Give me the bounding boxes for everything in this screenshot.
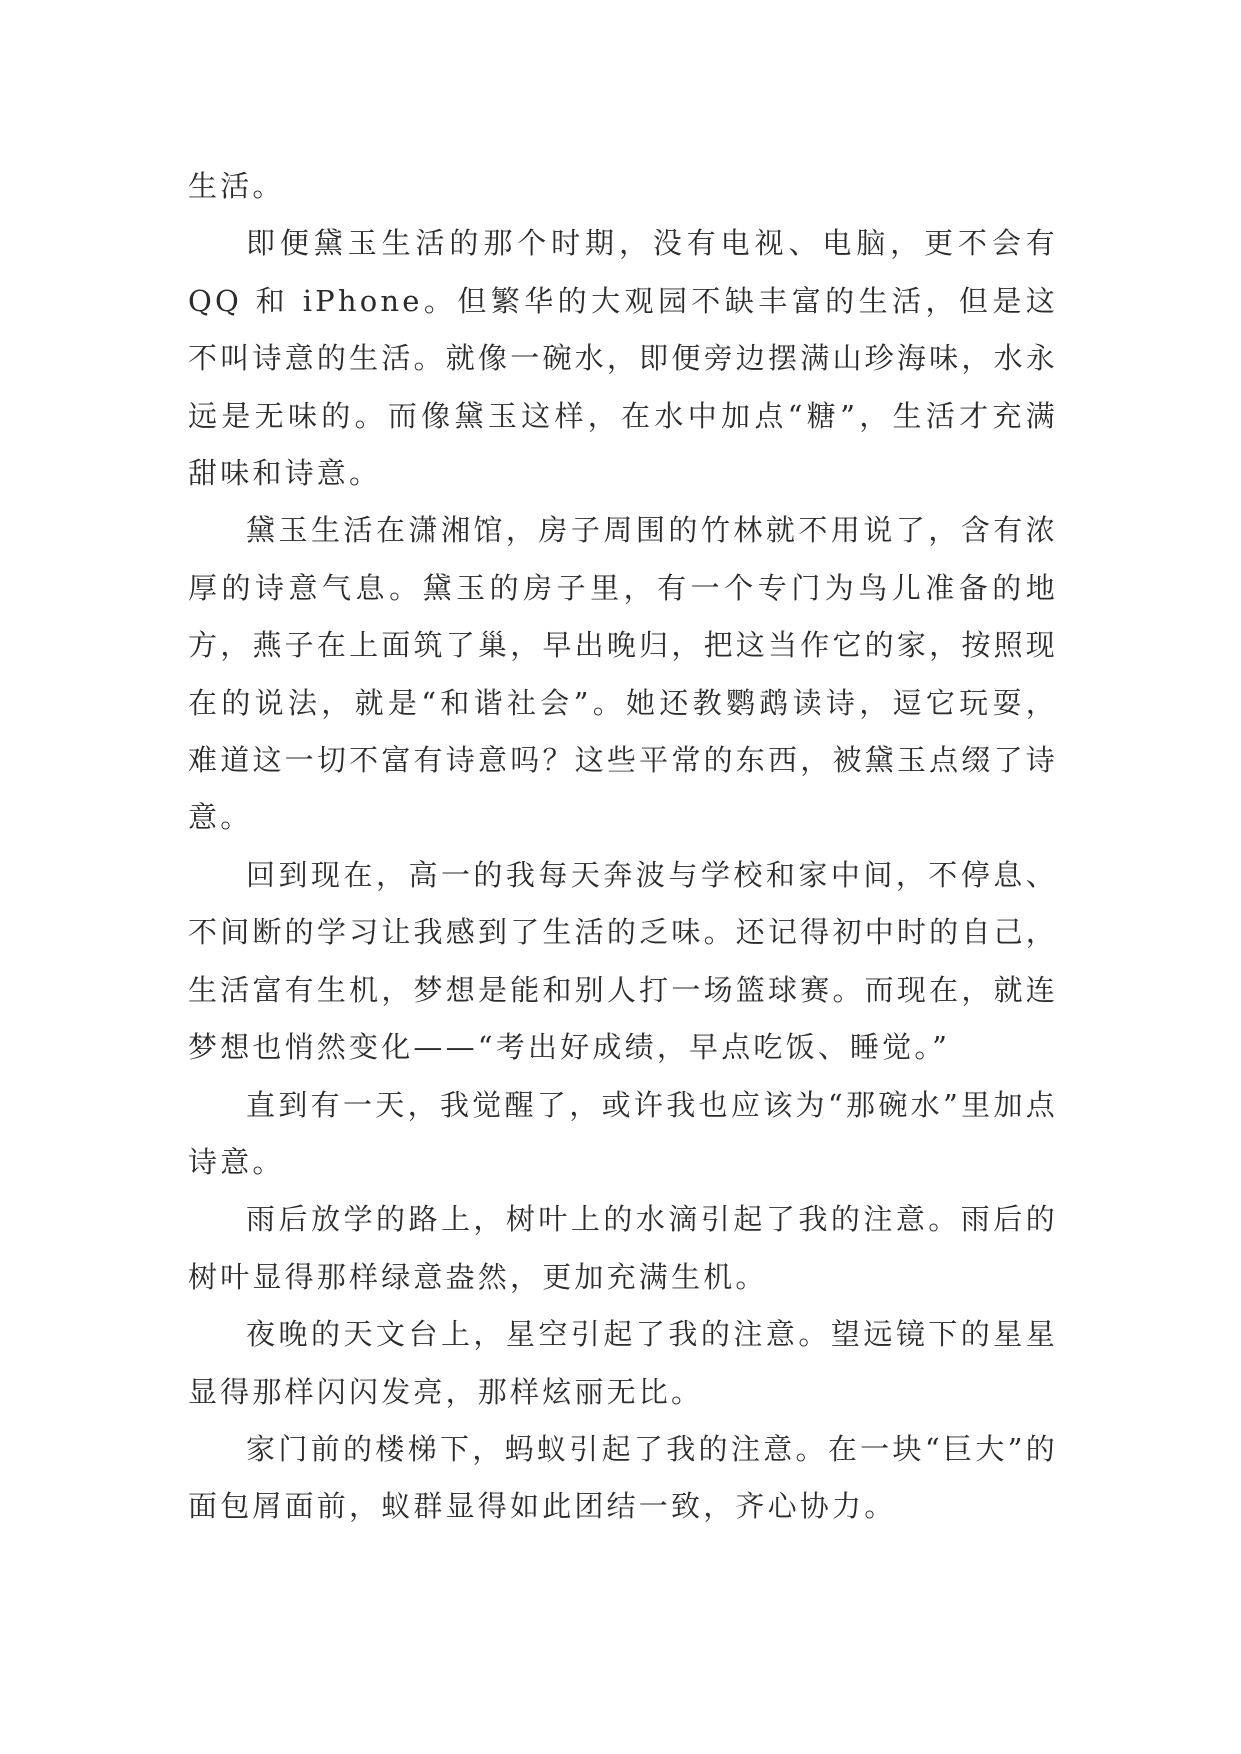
paragraph: 夜晚的天文台上，星空引起了我的注意。望远镜下的星星显得那样闪闪发亮，那样炫丽无比。 xyxy=(188,1317,1058,1409)
paragraph: 雨后放学的路上，树叶上的水滴引起了我的注意。雨后的树叶显得那样绿意盎然，更加充满生机。 xyxy=(188,1202,1058,1294)
paragraph-continuation: 生活。 xyxy=(188,169,285,203)
document-body xyxy=(188,158,1058,1536)
paragraph: 家门前的楼梯下，蚂蚁引起了我的注意。在一块“巨大”的面包屑面前，蚁群显得如此团结一致，齐心协力。 xyxy=(188,1431,1058,1524)
paragraph: 即便黛玉生活的那个时期，没有电视、电脑，更不会有QQ 和 iPhone。但繁华的大观园不缺丰富的生活，但是这不叫诗意的生活。就像一碗水，即便旁边摆满山珍海味，水永远是无味的。而像黛玉这样，在水中加点“糖”，生活才充满甜味和诗意。 xyxy=(188,226,1058,491)
paragraph: 黛玉生活在潇湘馆，房子周围的竹林就不用说了，含有浓厚的诗意气息。黛玉的房子里，有一个专门为鸟儿准备的地方，燕子在上面筑了巢，早出晚归，把这当作它的家，按照现在的说法，就是“和谐社会”。她还教鹦鹉读诗，逗它玩耍，难道这一切不富有诗意吗？这些平常的东西，被黛玉点缀了诗意。 xyxy=(188,513,1058,835)
paragraph: 直到有一天，我觉醒了，或许我也应该为“那碗水”里加点诗意。 xyxy=(188,1087,1058,1179)
paragraph: 回到现在，高一的我每天奔波与学校和家中间，不停息、不间断的学习让我感到了生活的乏味。还记得初中时的自己，生活富有生机，梦想是能和别人打一场篮球赛。而现在，就连梦想也悄然变化——“考出好成绩，早点吃饭、睡觉。” xyxy=(188,857,1058,1065)
